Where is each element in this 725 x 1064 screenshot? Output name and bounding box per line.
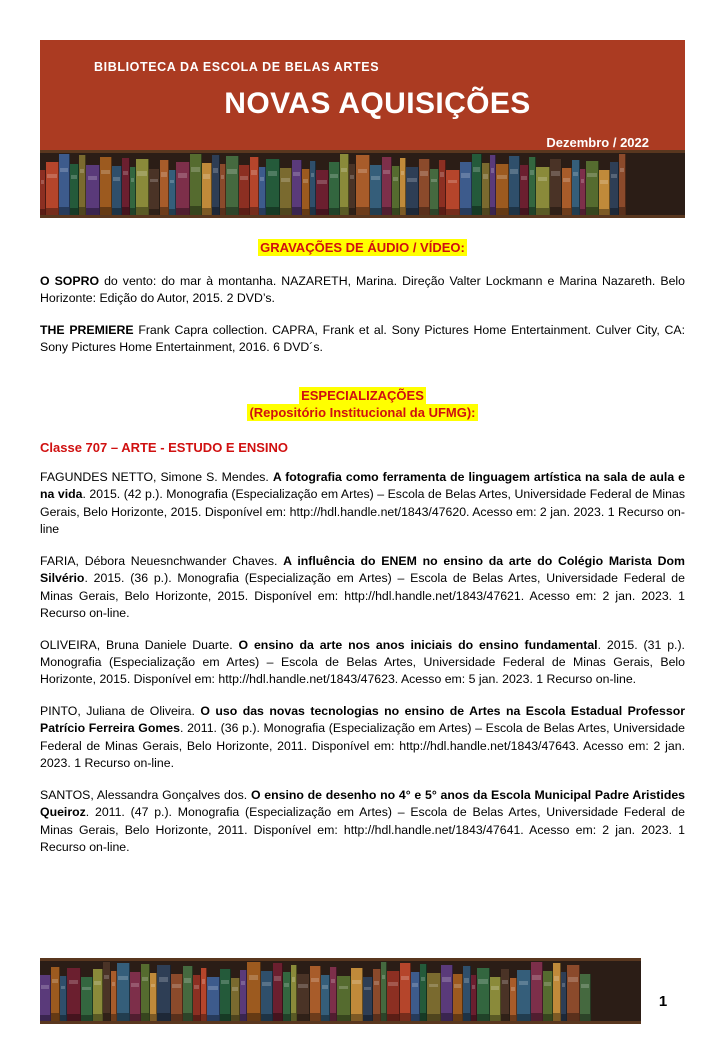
entry-details: . 2011. (47 p.). Monografia (Especialização em Artes) – Escola de Belas Artes, Universidade Federal de Minas Gerais, Belo Horizonte, 2011. Disponível em: http://hdl.handle.net/1843/47641. Acesso em: 2 jan. 2023. 1 Recurso on-line. [40, 805, 685, 855]
list-item [40, 553, 685, 623]
page-number: 1 [658, 993, 668, 1010]
entry-details: . 2015. (42 p.). Monografia (Especialização em Artes) – Escola de Belas Artes, Universidade Federal de Minas Gerais, Belo Horizonte, 2015. Disponível em: http://hdl.handle.net/1843/47620. Acesso em: 2 jan. 2023. 1 Recurso on-line [40, 487, 685, 537]
document-page [0, 40, 725, 1064]
entry-author: PINTO, Juliana de Oliveira. [40, 703, 201, 718]
entry-details: . 2015. (36 p.). Monografia (Especialização em Artes) – Escola de Belas Artes, Universidade Federal de Minas Gerais, Belo Horizonte, 2015. Disponível em: http://hdl.handle.net/1843/47621. Acesso em: 2 jan. 2023. 1 Recurso on-line. [40, 571, 685, 621]
entry-author: OLIVEIRA, Bruna Daniele Duarte. [40, 637, 239, 652]
page-footer [40, 958, 685, 1024]
subsection-heading-classe-707: Classe 707 – ARTE - ESTUDO E ENSINO [40, 439, 289, 455]
issue-date: Dezembro / 2022 [546, 135, 649, 150]
entry-author: FAGUNDES NETTO, Simone S. Mendes. [40, 469, 273, 484]
entry-work-title: O ensino da arte nos anos iniciais do ensino fundamental [238, 637, 598, 652]
entry-author: SANTOS, Alessandra Gonçalves dos. [40, 787, 251, 802]
library-name: BIBLIOTECA DA ESCOLA DE BELAS ARTES [94, 60, 380, 74]
section-heading-audio-video [40, 240, 685, 255]
bookshelf-image-bottom [40, 958, 641, 1024]
entry-work-title: A fotografia como ferramenta de linguagem artística na sala de aula e na vida [40, 469, 685, 502]
entry-author: FARIA, Débora Neuesnchwander Chaves. [40, 553, 284, 568]
section-heading-audio-video-label: GRAVAÇÕES DE ÁUDIO / VÍDEO: [260, 240, 465, 255]
list-item [40, 469, 685, 539]
list-item [40, 703, 685, 773]
section-heading-especializacoes [40, 387, 685, 422]
entry-work-title: O uso das novas tecnologias no ensino de Artes na Escola Estadual Professor Patrício Ferreira Gomes [40, 703, 685, 736]
entry-bold-lead: O SOPRO [40, 274, 100, 288]
list-item [40, 273, 685, 308]
header-banner [40, 40, 685, 150]
entry-details: . 2015. (31 p.). Monografia (Especialização em Artes) – Escola de Belas Artes, Universidade Federal de Minas Gerais, Belo Horizonte, 2015. Disponível em: http://hdl.handle.net/1843/47623. Acesso em: 5 jan. 2023. 1 Recurso on-line. [40, 637, 685, 687]
bookshelf-image-top [40, 150, 685, 218]
page-title: NOVAS AQUISIÇÕES [224, 87, 531, 120]
entry-details: . 2011. (36 p.). Monografia (Especialização em Artes) – Escola de Belas Artes, Universidade Federal de Minas Gerais, Belo Horizonte, 2011. Disponível em: http://hdl.handle.net/1843/47643. Acesso em: 2 jan. 2023. 1 Recurso on-line. [40, 721, 685, 771]
list-item [40, 787, 685, 857]
entry-work-title: A influência do ENEM no ensino da arte do Colégio Marista Dom Silvério [40, 553, 685, 586]
section-heading-especializacoes-label: ESPECIALIZAÇÕES [301, 387, 424, 403]
entry-text: Frank Capra collection. CAPRA, Frank et al. Sony Pictures Home Entertainment. Culver City, CA: Sony Pictures Home Entertainment, 2016. 6 DVD´s. [40, 322, 685, 355]
list-item [40, 322, 685, 357]
entry-text: do vento: do mar à montanha. NAZARETH, Marina. Direção Valter Lockmann e Marina Nazareth. Belo Horizonte: Edição do Autor, 2015. 2 DVD’s. [40, 274, 685, 306]
entry-work-title: O ensino de desenho no 4° e 5° anos da Escola Municipal Padre Aristides Queiroz [40, 787, 686, 820]
section-heading-especializacoes-sublabel: (Repositório Institucional da UFMG): [249, 405, 476, 421]
entry-bold-lead: THE PREMIERE [40, 322, 134, 337]
list-item [40, 637, 685, 689]
